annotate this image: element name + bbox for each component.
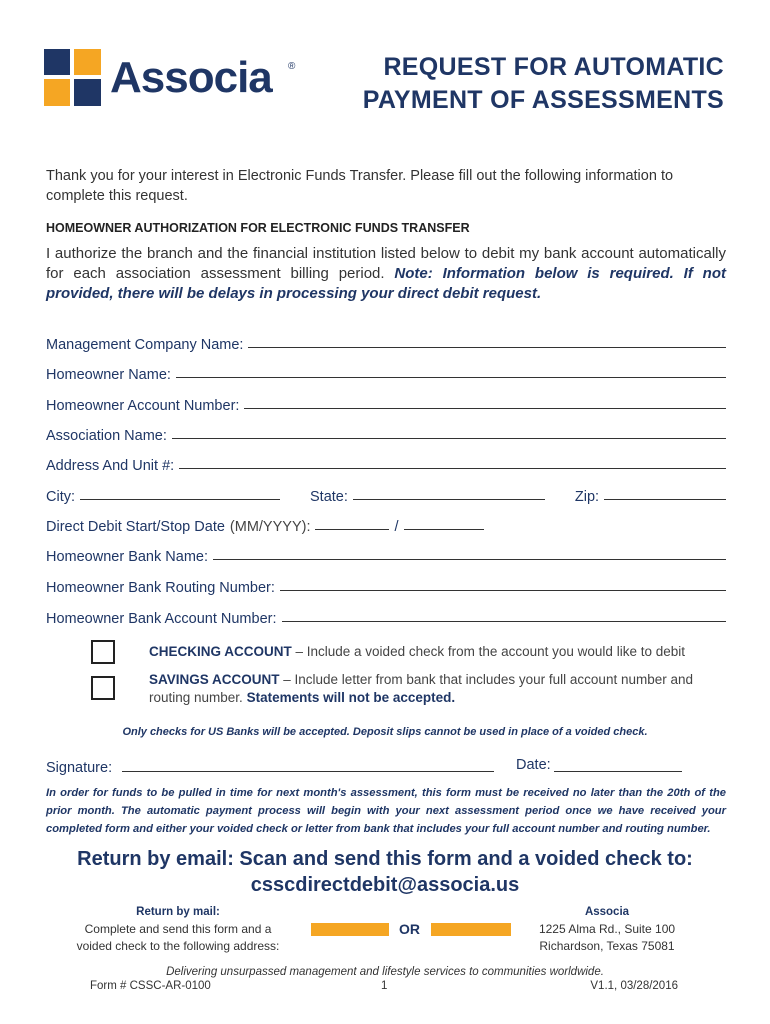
deadline-notice: In order for funds to be pulled in time for next month's assessment, this form must be received no later than the 20th of the prior month. The automatic payment process will begin with your next assessment period once we have received your completed form and either your voided check or letter from bank that includes your full account number and routing number. xyxy=(46,787,726,835)
debit-dates-format: (MM/YYYY): xyxy=(229,519,311,535)
form-version: V1.1, 03/28/2016 xyxy=(590,980,678,992)
return-email-instructions: Return by email: Scan and send this form and a voided check to: xyxy=(77,848,693,870)
authorization-note: Note: Information below is required. If not provided, there will be delays in processing your direct debit request. xyxy=(46,265,726,302)
address-field[interactable] xyxy=(46,454,726,474)
signature-line[interactable] xyxy=(122,771,494,772)
savings-account-checkbox[interactable] xyxy=(91,676,115,700)
associa-logo xyxy=(44,49,304,109)
return-by-email xyxy=(0,846,770,898)
return-email-address[interactable]: csscdirectdebit@associa.us xyxy=(250,874,520,896)
mailing-address xyxy=(514,904,700,955)
authorization-body: I authorize the branch and the financial institution listed below to debit my bank account automatically for each association assessment billing period. xyxy=(46,245,726,282)
management-company-line[interactable] xyxy=(248,347,726,348)
registered-mark: ® xyxy=(288,61,296,72)
savings-account-option xyxy=(149,671,729,707)
authorization-text xyxy=(46,244,726,304)
association-name-label: Association Name: xyxy=(46,428,167,444)
bank-account-field[interactable] xyxy=(46,607,726,627)
city-label: City: xyxy=(46,489,75,505)
date-line[interactable] xyxy=(554,771,682,772)
state-line[interactable] xyxy=(353,499,545,500)
zip-line[interactable] xyxy=(604,499,726,500)
or-label: OR xyxy=(399,921,420,937)
address-line[interactable] xyxy=(179,468,726,469)
address-heading: Associa xyxy=(584,906,630,918)
bank-name-label: Homeowner Bank Name: xyxy=(46,549,208,565)
bank-name-field[interactable] xyxy=(46,545,726,565)
debit-dates-label: Direct Debit Start/Stop Date xyxy=(46,519,225,535)
account-number-line[interactable] xyxy=(244,408,726,409)
debit-stop-line[interactable] xyxy=(404,529,484,530)
savings-account-text: – Include letter from bank that includes your full account number and routing number. xyxy=(149,672,693,705)
savings-account-bold-note: Statements will not be accepted. xyxy=(246,690,456,705)
logo-wordmark: Associa xyxy=(110,53,272,102)
homeowner-name-line[interactable] xyxy=(176,377,726,378)
city-line[interactable] xyxy=(80,499,280,500)
address-label: Address And Unit #: xyxy=(46,458,175,474)
or-bar-left xyxy=(311,923,389,936)
account-number-label: Homeowner Account Number: xyxy=(46,398,240,414)
intro-text: Thank you for your interest in Electronic Funds Transfer. Please fill out the following information to complete this request. xyxy=(46,168,674,204)
city-state-zip-row xyxy=(46,485,726,505)
return-mail-line-1: Complete and send this form and a xyxy=(84,922,272,936)
debit-dates-field xyxy=(46,515,726,535)
associa-logo-mark-icon xyxy=(44,49,101,106)
association-name-field[interactable] xyxy=(46,424,726,444)
signature-label: Signature: xyxy=(46,760,113,776)
page-number: 1 xyxy=(381,980,388,992)
return-mail-line-2: voided check to the following address: xyxy=(76,939,280,953)
title-line-1: REQUEST FOR AUTOMATIC xyxy=(383,53,724,81)
state-label: State: xyxy=(310,489,348,505)
association-name-line[interactable] xyxy=(172,438,726,439)
only-us-checks-note: Only checks for US Banks will be accepted. Deposit slips cannot be used in place of a voided check. xyxy=(122,726,648,738)
routing-number-line[interactable] xyxy=(280,590,726,591)
debit-start-line[interactable] xyxy=(315,529,389,530)
address-line-1: 1225 Alma Rd., Suite 100 xyxy=(538,922,676,936)
address-line-2: Richardson, Texas 75081 xyxy=(539,939,675,953)
routing-number-field[interactable] xyxy=(46,576,726,596)
routing-number-label: Homeowner Bank Routing Number: xyxy=(46,580,275,596)
return-by-mail xyxy=(58,904,298,955)
or-divider xyxy=(311,922,511,938)
form-number: Form # CSSC-AR-0100 xyxy=(90,980,211,992)
checking-account-option xyxy=(149,643,729,661)
checking-account-checkbox[interactable] xyxy=(91,640,115,664)
homeowner-name-field[interactable] xyxy=(46,363,726,383)
account-number-field[interactable] xyxy=(46,394,726,414)
debit-date-separator: / xyxy=(394,519,399,535)
return-mail-heading: Return by mail: xyxy=(136,906,220,918)
bank-name-line[interactable] xyxy=(213,559,726,560)
page-title xyxy=(363,51,724,117)
savings-account-label: SAVINGS ACCOUNT xyxy=(149,672,280,687)
homeowner-name-label: Homeowner Name: xyxy=(46,367,171,383)
management-company-label: Management Company Name: xyxy=(46,337,244,353)
title-line-2: PAYMENT OF ASSESSMENTS xyxy=(362,86,724,114)
section-heading: HOMEOWNER AUTHORIZATION FOR ELECTRONIC FUNDS TRANSFER xyxy=(46,221,470,235)
footer-tagline: Delivering unsurpassed management and lifestyle services to communities worldwide. xyxy=(166,966,604,978)
bank-account-label: Homeowner Bank Account Number: xyxy=(46,611,277,627)
checking-account-text: – Include a voided check from the account you would like to debit xyxy=(291,644,685,659)
date-label: Date: xyxy=(516,757,551,773)
or-bar-right xyxy=(431,923,511,936)
management-company-field[interactable] xyxy=(46,333,726,353)
bank-account-line[interactable] xyxy=(282,621,727,622)
checking-account-label: CHECKING ACCOUNT xyxy=(149,644,292,659)
zip-label: Zip: xyxy=(574,489,600,505)
